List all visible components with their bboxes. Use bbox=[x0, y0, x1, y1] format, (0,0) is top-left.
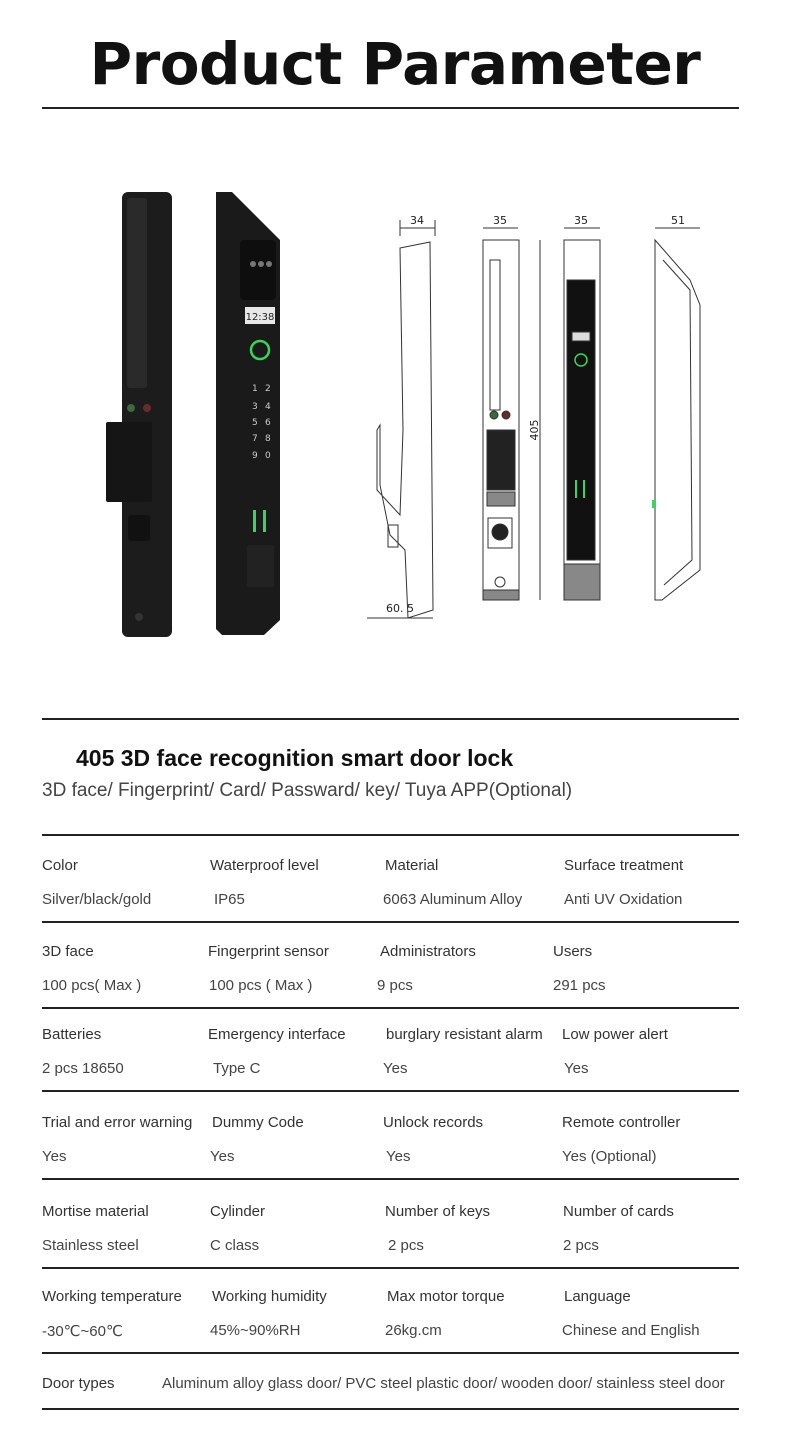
key-4: 4 bbox=[265, 402, 271, 412]
dim-405: 405 bbox=[528, 419, 541, 441]
divider bbox=[42, 1267, 739, 1269]
spec-label: Surface treatment bbox=[564, 857, 684, 874]
divider bbox=[42, 107, 739, 109]
spec-value: Anti UV Oxidation bbox=[564, 891, 683, 908]
product-name: 405 3D face recognition smart door lock bbox=[76, 745, 514, 771]
dim-35-rear: 35 bbox=[493, 214, 507, 227]
spec-label: Batteries bbox=[42, 1026, 102, 1043]
spec-value: Yes bbox=[383, 1060, 408, 1077]
spec-value: Yes bbox=[386, 1148, 411, 1165]
divider bbox=[42, 1352, 739, 1354]
spec-label: Number of keys bbox=[385, 1203, 491, 1220]
spec-value: Type C bbox=[213, 1060, 261, 1077]
key-3: 3 bbox=[252, 402, 258, 412]
spec-value: 26kg.cm bbox=[385, 1322, 442, 1339]
spec-value: 2 pcs bbox=[388, 1237, 424, 1254]
key-9: 9 bbox=[252, 451, 258, 461]
lock-side-view bbox=[106, 192, 172, 637]
spec-label: Emergency interface bbox=[208, 1026, 346, 1043]
dim-35-front: 35 bbox=[574, 214, 588, 227]
spec-label: Trial and error warning bbox=[42, 1114, 193, 1131]
spec-label: Material bbox=[385, 857, 439, 874]
spec-label: Unlock records bbox=[383, 1114, 484, 1131]
divider bbox=[42, 1178, 739, 1180]
spec-label: burglary resistant alarm bbox=[386, 1026, 543, 1043]
door-types-value: Aluminum alloy glass door/ PVC steel plastic door/ wooden door/ stainless steel door bbox=[162, 1375, 725, 1392]
spec-value: C class bbox=[210, 1237, 260, 1254]
spec-value: 6063 Aluminum Alloy bbox=[383, 891, 523, 908]
spec-label: Waterproof level bbox=[210, 857, 319, 874]
key-2: 2 bbox=[265, 384, 271, 394]
divider bbox=[42, 1007, 739, 1009]
spec-value: Stainless steel bbox=[42, 1237, 139, 1254]
spec-label: Dummy Code bbox=[212, 1114, 304, 1131]
drawing-side-profile bbox=[367, 220, 435, 618]
spec-value: -30℃~60℃ bbox=[42, 1323, 123, 1340]
spec-label: Administrators bbox=[380, 943, 476, 960]
dim-60-5: 60. 5 bbox=[386, 602, 414, 615]
divider bbox=[42, 834, 739, 836]
drawing-handle-profile bbox=[652, 228, 700, 600]
spec-value: Yes bbox=[42, 1148, 67, 1165]
divider bbox=[42, 718, 739, 720]
key-7: 7 bbox=[252, 434, 258, 444]
key-1: 1 bbox=[252, 384, 258, 394]
spec-value: 2 pcs bbox=[563, 1237, 599, 1254]
product-illustration bbox=[0, 180, 790, 650]
dim-51: 51 bbox=[671, 214, 685, 227]
divider bbox=[42, 921, 739, 923]
spec-value: Chinese and English bbox=[562, 1322, 700, 1339]
product-features: 3D face/ Fingerprint/ Card/ Passward/ key/ Tuya APP(Optional) bbox=[42, 780, 573, 801]
spec-label: Fingerprint sensor bbox=[208, 943, 329, 960]
spec-value: 100 pcs( Max ) bbox=[42, 977, 142, 994]
page-title: Product Parameter bbox=[89, 30, 701, 98]
spec-label: Working temperature bbox=[42, 1288, 182, 1305]
spec-value: 45%~90%RH bbox=[210, 1322, 301, 1339]
spec-label: Cylinder bbox=[210, 1203, 266, 1220]
spec-value: Silver/black/gold bbox=[42, 891, 152, 908]
dim-34: 34 bbox=[410, 214, 424, 227]
spec-label: Number of cards bbox=[563, 1203, 674, 1220]
key-6: 6 bbox=[265, 418, 271, 428]
spec-label: Low power alert bbox=[562, 1026, 668, 1043]
screen-time: 12:38 bbox=[245, 312, 275, 323]
spec-value: Yes (Optional) bbox=[562, 1148, 657, 1165]
spec-label: 3D face bbox=[42, 943, 94, 960]
spec-label: Language bbox=[564, 1288, 631, 1305]
drawing-front bbox=[564, 228, 600, 600]
key-8: 8 bbox=[265, 434, 271, 444]
spec-label: Remote controller bbox=[562, 1114, 681, 1131]
divider bbox=[42, 1408, 739, 1410]
divider bbox=[42, 1090, 739, 1092]
spec-value: 291 pcs bbox=[553, 977, 606, 994]
door-types-label: Door types bbox=[42, 1375, 115, 1392]
lock-front-view bbox=[216, 192, 280, 635]
spec-label: Max motor torque bbox=[387, 1288, 505, 1305]
drawing-rear bbox=[483, 228, 540, 600]
spec-label: Color bbox=[42, 857, 78, 874]
spec-value: IP65 bbox=[214, 891, 245, 908]
spec-label: Working humidity bbox=[212, 1288, 327, 1305]
key-5: 5 bbox=[252, 418, 258, 428]
lock-drawings bbox=[0, 180, 790, 650]
spec-label: Mortise material bbox=[42, 1203, 149, 1220]
spec-value: Yes bbox=[564, 1060, 589, 1077]
spec-value: 100 pcs ( Max ) bbox=[209, 977, 313, 994]
spec-value: Yes bbox=[210, 1148, 235, 1165]
key-0: 0 bbox=[265, 451, 271, 461]
spec-label: Users bbox=[553, 943, 593, 960]
spec-value: 9 pcs bbox=[377, 977, 413, 994]
spec-value: 2 pcs 18650 bbox=[42, 1060, 124, 1077]
